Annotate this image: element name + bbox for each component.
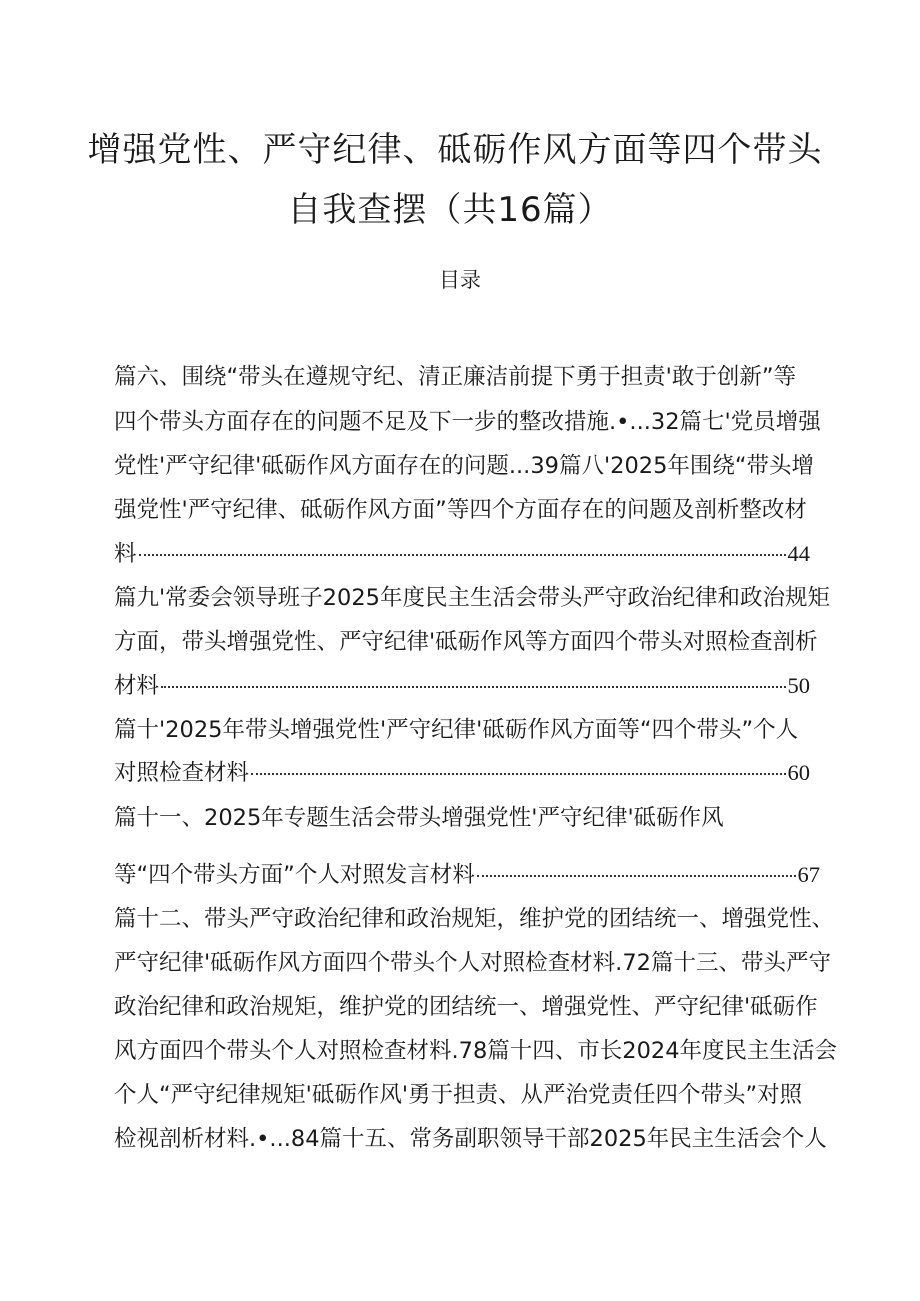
toc-line: 政治纪律和政治规矩，维护党的团结统一、增强党性、严守纪律'砥砺作 (114, 994, 818, 1020)
dot-leader (161, 672, 785, 688)
dot-leader (251, 759, 785, 775)
toc-page-number: 44 (787, 541, 810, 566)
toc-entry-text: 料 (114, 541, 137, 567)
toc-line: 个人“严守纪律规矩'砥砺作风'勇于担责、从严治党责任四个带头”对照 (114, 1082, 803, 1108)
dot-leader (477, 861, 796, 877)
toc-entry-text: 等“四个带头方面”个人对照发言材料 (114, 862, 475, 888)
toc-line: 强党性'严守纪律、砥砺作风方面”等四个方面存在的问题及剖析整改材 (114, 497, 807, 523)
toc-line: 严守纪律'砥砺作风方面四个带头个人对照检查材料.72篇十三、带头严守 (114, 950, 831, 976)
dot-leader (139, 540, 786, 556)
toc-line: 篇十一、2025年专题生活会带头增强党性'严守纪律'砥砺作风 (114, 805, 724, 831)
toc-line: 篇六、围绕“带头在遵规守纪、清正廉洁前提下勇于担责'敢于创新”等 (114, 364, 796, 390)
toc-line: 检视剖析材料.•...84篇十五、常务副职领导干部2025年民主生活会个人 (114, 1126, 827, 1152)
toc-line: 方面，带头增强党性、严守纪律'砥砺作风等方面四个带头对照检查剖析 (114, 629, 818, 655)
toc-page-number: 60 (787, 760, 810, 785)
document-title-line-2: 自我查摆（共16篇） (287, 190, 613, 230)
toc-heading: 目录 (439, 268, 481, 292)
toc-line: 篇十二、带头严守政治纪律和政治规矩，维护党的团结统一、增强党性、 (114, 906, 835, 932)
toc-entry-text: 材料 (114, 673, 160, 699)
toc-line: 风方面四个带头个人对照检查材料.78篇十四、市长2024年度民主生活会 (114, 1038, 838, 1064)
toc-line: 篇十'2025年带头增强党性'严守纪律'砥砺作风方面等“四个带头”个人 (114, 717, 799, 743)
toc-entry-leader (114, 755, 810, 787)
toc-line: 四个带头方面存在的问题不足及下一步的整改措施.•...32篇七'党员增强 (114, 409, 821, 435)
toc-page-number: 67 (797, 862, 820, 887)
toc-entry-leader (114, 536, 810, 568)
toc-line: 党性'严守纪律'砥砺作风方面存在的问题...39篇八'2025年围绕“带头增 (114, 453, 815, 479)
toc-line: 篇九'常委会领导班子2025年度民主生活会带头严守政治纪律和政治规矩 (114, 585, 830, 611)
toc-entry-leader (114, 668, 810, 700)
toc-entry-text: 对照检查材料 (114, 760, 250, 786)
toc-entry-leader (114, 857, 820, 889)
toc-page-number: 50 (787, 673, 810, 698)
document-title-line-1: 增强党性、严守纪律、砥砺作风方面等四个带头 (87, 130, 823, 170)
